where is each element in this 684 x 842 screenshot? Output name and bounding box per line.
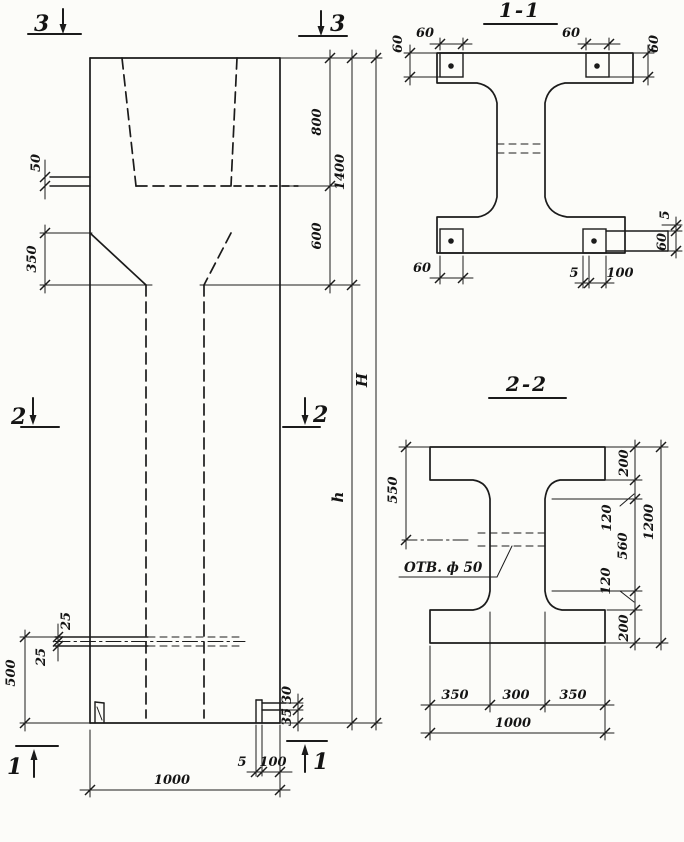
s11-tr-height-label: 60 <box>647 34 662 54</box>
s22-350r-label: 350 <box>559 688 587 703</box>
s22-200-bottom-label: 200 <box>617 614 632 642</box>
s11-tr-width-label: 60 <box>561 26 581 41</box>
dim-350 <box>25 225 152 293</box>
s22-350l-label: 350 <box>441 688 469 703</box>
hidden-socket-lines <box>90 58 298 718</box>
s11-tl-width-label: 60 <box>415 26 435 41</box>
dim-h-label: h <box>329 491 347 503</box>
mark-1-left-arrow-icon <box>31 749 38 760</box>
section-mark-2-left <box>10 398 59 430</box>
dim-100-label: 100 <box>259 755 287 770</box>
dim-600-label: 600 <box>310 222 325 250</box>
s22-550-label: 550 <box>386 476 401 504</box>
dim-25a-label: 25 <box>59 611 74 631</box>
section-2-2-outline <box>430 447 605 643</box>
hole-at-500-detail <box>4 612 245 731</box>
mark-3-right-label: 3 <box>330 11 346 37</box>
section-2-2-view <box>386 372 668 740</box>
s22-hole-label: ОТВ. ф 50 <box>404 560 483 576</box>
s22-hole <box>399 533 548 577</box>
mark-2-right-arrow-icon <box>302 415 309 425</box>
section-1-1-title: 1-1 <box>498 0 542 22</box>
s22-120-top-label: 120 <box>600 504 615 532</box>
dim-25b-label: 25 <box>34 647 49 667</box>
dim-H-label: H <box>353 372 371 388</box>
mark-2-left-label: 2 <box>11 404 27 430</box>
section-mark-3-left <box>28 9 81 37</box>
mark-1-right-label: 1 <box>313 749 329 775</box>
dim-35-label: 35 <box>280 707 295 727</box>
s11-bl-width-label: 60 <box>412 261 432 276</box>
mark-1-right-arrow-icon <box>302 744 309 755</box>
mark-1-left-label: 1 <box>7 754 23 780</box>
dim-500-label: 500 <box>4 659 19 687</box>
dim-5-label: 5 <box>237 755 247 770</box>
s11-dim-top-right <box>562 26 662 85</box>
s11-tl-height-label: 60 <box>391 34 406 54</box>
s11-br-gap5-label: 5 <box>569 266 579 281</box>
mark-2-left-arrow-icon <box>30 415 37 425</box>
s22-200-top-label: 200 <box>617 449 632 477</box>
s11-br-top5-label: 5 <box>658 210 673 220</box>
s11-br-h60-label: 60 <box>655 232 670 252</box>
ledge-detail <box>29 154 90 199</box>
s22-right-dims <box>552 440 668 650</box>
elevation-view <box>4 9 382 797</box>
mark-3-left-label: 3 <box>34 11 50 37</box>
s22-300-label: 300 <box>502 688 530 703</box>
s11-br-100-label: 100 <box>606 266 634 281</box>
embedded-plate-top-right <box>586 53 609 77</box>
s22-560-label: 560 <box>616 532 631 560</box>
left-foot-detail <box>95 702 104 723</box>
mark-3-right-arrow-icon <box>318 26 325 36</box>
s22-bottom-dims <box>421 612 614 740</box>
mark-3-left-arrow-icon <box>60 24 67 34</box>
dim-800-label: 800 <box>310 108 325 136</box>
embedded-plate-bottom-left <box>440 229 463 253</box>
dim-30-label: 30 <box>280 685 295 705</box>
dim-1400-label: 1400 <box>333 153 348 191</box>
dim-350-label: 350 <box>25 245 40 273</box>
s11-dim-bottom-left <box>413 256 473 284</box>
s22-dim-550 <box>386 440 430 549</box>
section-mark-3-right <box>299 11 347 37</box>
section-mark-1-right <box>287 741 328 775</box>
section-mark-1-left <box>7 746 58 780</box>
s22-1000-label: 1000 <box>494 716 532 731</box>
right-foot-plate-detail <box>237 686 303 777</box>
column-outline <box>20 58 382 723</box>
section-2-2-title: 2-2 <box>505 372 549 396</box>
s22-1200-label: 1200 <box>642 503 657 541</box>
dim-50-label: 50 <box>29 153 44 173</box>
dim-1000-label: 1000 <box>153 773 191 788</box>
s11-dim-top-left <box>391 26 472 85</box>
embedded-plate-top-left <box>440 53 463 77</box>
mark-2-right-label: 2 <box>313 402 329 428</box>
section-1-1-view <box>391 0 682 288</box>
right-dimension-chains <box>200 50 382 730</box>
s22-120-bottom-label: 120 <box>599 567 614 595</box>
section-mark-2-right <box>283 398 328 428</box>
